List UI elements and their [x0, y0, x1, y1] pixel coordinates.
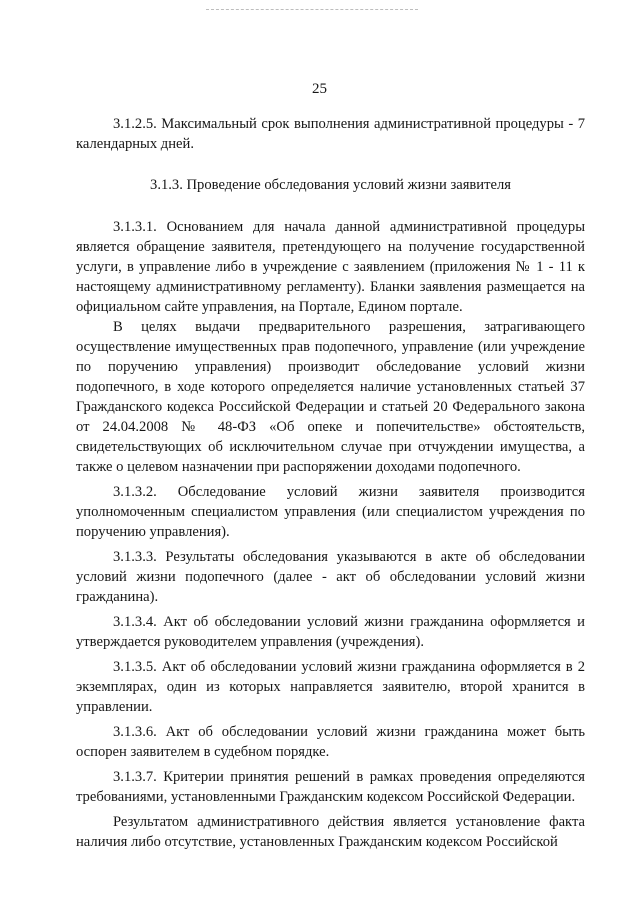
document-body — [76, 114, 585, 852]
paragraph-3-1-3-6: 3.1.3.6. Акт об обследовании условий жизни гражданина может быть оспорен заявителем в судебном порядке. — [76, 724, 585, 760]
paragraph-3-1-3-1: 3.1.3.1. Основанием для начала данной административной процедуры является обращение заявителя, претендующего на получение государственной услуги, в управление либо в учреждение с заявлением (приложения № 1 - 11 к настоящему административному регламенту). Бланки заявления размещается на официальном сайте управления, на Портале, Едином портале. — [76, 219, 585, 315]
paragraph-3-1-3-3: 3.1.3.3. Результаты обследования указываются в акте об обследовании условий жизни подопечного (далее - акт об обследовании условий жизни гражданина). — [76, 549, 585, 605]
paragraph-result: Результатом административного действия является установление факта наличия либо отсутствие, установленных Гражданским кодексом Российской — [76, 814, 585, 850]
paragraph-3-1-2-5: 3.1.2.5. Максимальный срок выполнения административной процедуры - 7 календарных дней. — [76, 116, 585, 152]
paragraph-3-1-3-4: 3.1.3.4. Акт об обследовании условий жизни гражданина оформляется и утверждается руководителем управления (учреждения). — [76, 614, 585, 650]
paragraph-3-1-3-7: 3.1.3.7. Критерии принятия решений в рамках проведения определяются требованиями, установленными Гражданским кодексом Российской Федерации. — [76, 769, 585, 805]
scan-artifact-line — [206, 9, 418, 10]
section-heading: 3.1.3. Проведение обследования условий жизни заявителя — [150, 177, 511, 193]
page-number: 25 — [312, 81, 327, 97]
paragraph-3-1-3-5: 3.1.3.5. Акт об обследовании условий жизни гражданина оформляется в 2 экземплярах, один из которых направляется заявителю, второй хранится в управлении. — [76, 659, 585, 715]
paragraph-preliminary-permission: В целях выдачи предварительного разрешения, затрагивающего осуществление имущественных прав подопечного, управление (или учреждение по поручению управления) производит обследование условий жизни подопечного, в ходе которого определяется наличие установленных статьей 37 Гражданского кодекса Российской Федерации и статьей 20 Федерального закона от 24.04.2008 № 48-ФЗ «Об опеке и попечительстве» обстоятельств, свидетельствующих об исключительном случае при отчуждении имущества, а также о целевом назначении при распоряжении доходами подопечного. — [76, 319, 585, 475]
paragraph-3-1-3-2: 3.1.3.2. Обследование условий жизни заявителя производится уполномоченным специалистом управления (или специалистом учреждения по поручению управления). — [76, 484, 585, 540]
